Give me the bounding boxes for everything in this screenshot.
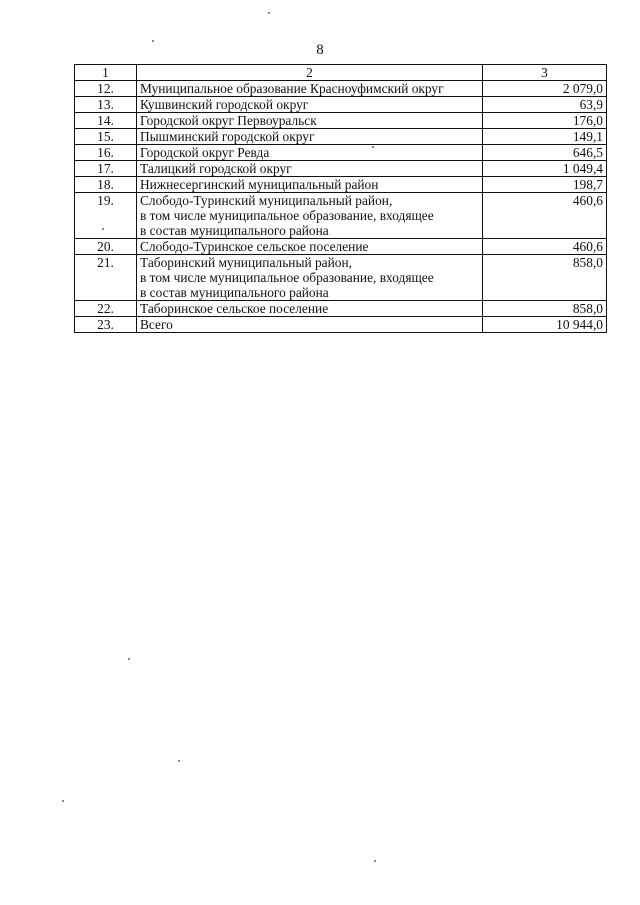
row-number: 22. (75, 301, 137, 317)
municipality-name (137, 317, 483, 333)
row-number: 20. (75, 239, 137, 255)
municipality-name (137, 113, 483, 129)
amount-value: 858,0 (483, 255, 607, 301)
municipality-name (137, 177, 483, 193)
row-number: 16. (75, 145, 137, 161)
amount-value: 149,1 (483, 129, 607, 145)
table-row (75, 177, 607, 193)
name-line: Слободо-Туринское сельское поселение (140, 239, 369, 254)
name-line: Муниципальное образование Красноуфимский округ (140, 81, 444, 96)
municipality-name (137, 81, 483, 97)
amount-value: 1 049,4 (483, 161, 607, 177)
table-row (75, 301, 607, 317)
municipality-name (137, 239, 483, 255)
table-row (75, 317, 607, 333)
name-line: в состав муниципального района (140, 223, 329, 238)
table-row (75, 193, 607, 239)
table-row (75, 81, 607, 97)
page-number: 8 (316, 42, 324, 58)
row-number: 12. (75, 81, 137, 97)
municipality-name (137, 193, 483, 239)
name-line: Пышминский городской округ (140, 129, 315, 144)
name-line: Таборинский муниципальный район, (140, 255, 352, 270)
amount-value: 460,6 (483, 193, 607, 239)
scan-speck (374, 860, 376, 862)
scan-speck (372, 146, 374, 148)
amount-value: 176,0 (483, 113, 607, 129)
row-number: 15. (75, 129, 137, 145)
scan-speck (152, 40, 154, 42)
municipality-name (137, 301, 483, 317)
name-line: в том числе муниципальное образование, входящее (140, 208, 434, 223)
name-line: Таборинское сельское поселение (140, 301, 329, 316)
table-row (75, 97, 607, 113)
column-header: 1 (75, 65, 137, 81)
name-line: Слободо-Туринский муниципальный район, (140, 193, 393, 208)
table-body (75, 81, 607, 333)
name-line: Городской округ Первоуральск (140, 113, 317, 128)
table-row (75, 129, 607, 145)
name-line: Нижнесергинский муниципальный район (140, 177, 379, 192)
row-number: 14. (75, 113, 137, 129)
municipality-name (137, 129, 483, 145)
table-row (75, 255, 607, 301)
amount-value: 460,6 (483, 239, 607, 255)
table-header-row (75, 65, 607, 81)
municipality-name (137, 161, 483, 177)
municipality-name (137, 255, 483, 301)
table-row (75, 239, 607, 255)
name-line: в состав муниципального района (140, 285, 329, 300)
name-line: в том числе муниципальное образование, входящее (140, 270, 434, 285)
row-number: 19. (75, 193, 137, 239)
table-row (75, 113, 607, 129)
amount-value: 2 079,0 (483, 81, 607, 97)
amount-value: 858,0 (483, 301, 607, 317)
scan-speck (62, 800, 64, 802)
municipality-name (137, 97, 483, 113)
row-number: 21. (75, 255, 137, 301)
scan-speck (268, 12, 270, 14)
name-line: Городской округ Ревда (140, 145, 270, 160)
amount-value: 63,9 (483, 97, 607, 113)
scan-speck (102, 228, 104, 230)
table-row (75, 145, 607, 161)
budget-table (74, 64, 607, 333)
row-number: 17. (75, 161, 137, 177)
name-line: Талицкий городской округ (140, 161, 292, 176)
municipality-name (137, 145, 483, 161)
table-row (75, 161, 607, 177)
scan-speck (128, 658, 130, 660)
scan-speck (178, 760, 180, 762)
amount-value: 10 944,0 (483, 317, 607, 333)
column-header: 3 (483, 65, 607, 81)
name-line: Всего (140, 317, 173, 332)
row-number: 23. (75, 317, 137, 333)
column-header: 2 (137, 65, 483, 81)
row-number: 13. (75, 97, 137, 113)
amount-value: 646,5 (483, 145, 607, 161)
amount-value: 198,7 (483, 177, 607, 193)
name-line: Кушвинский городской округ (140, 97, 309, 112)
row-number: 18. (75, 177, 137, 193)
